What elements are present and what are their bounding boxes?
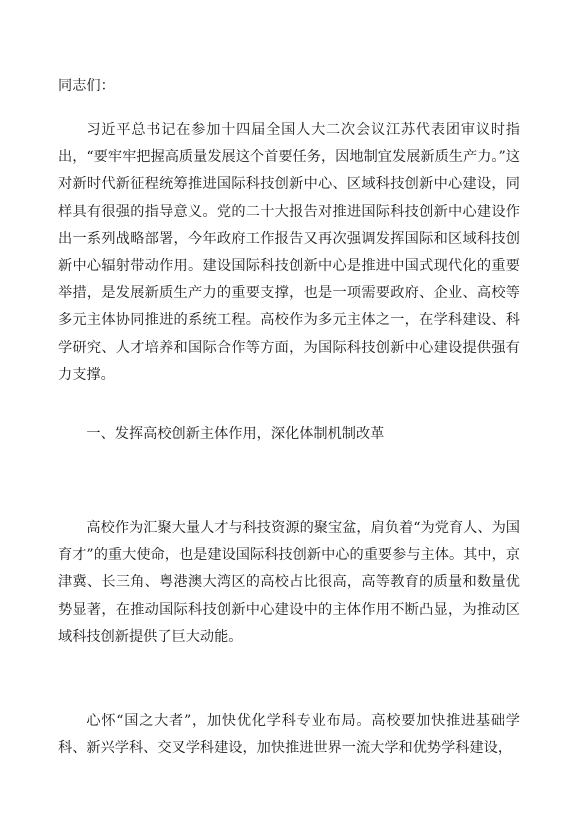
salutation: 同志们： [58,78,115,94]
section-heading-1: 一、发挥高校创新主体作用，深化体制机制改革 [86,426,385,442]
paragraph-universities: 高校作为汇聚大量人才与科技资源的聚宝盆，肩负着“为党育人、为国育才”的重大使命，也是建设国际科技创新中心的重要参与主体。其中，京津冀、长三角、粤港澳大湾区的高校占比很高，高等教育的质量和数量优势显著，在推动国际科技创新中心建设中的主体作用不断凸显，为推动区域科技创新提供了巨大动能。 [58,520,520,645]
paragraph-discipline-layout: 心怀“国之大者”，加快优化学科专业布局。高校要加快推进基础学科、新兴学科、交叉学科建设，加快推进世界一流大学和优势学科建设， [58,713,520,757]
paragraph-intro: 习近平总书记在参加十四届全国人大二次会议江苏代表团审议时指出，“要牢牢把握高质量发展这个首要任务，因地制宜发展新质生产力。”这对新时代新征程统筹推进国际科技创新中心、区域科技创新中心建设，同样具有很强的指导意义。党的二十大报告对推进国际科技创新中心建设作出一系列战略部署，今年政府工作报告又再次强调发挥国际和区域科技创新中心辐射带动作用。建设国际科技创新中心是推进中国式现代化的重要举措，是发展新质生产力的重要支撑，也是一项需要政府、企业、高校等多元主体协同推进的系统工程。高校作为多元主体之一，在学科建设、科学研究、人才培养和国际合作等方面，为国际科技创新中心建设提供强有力支撑。 [58,122,520,383]
